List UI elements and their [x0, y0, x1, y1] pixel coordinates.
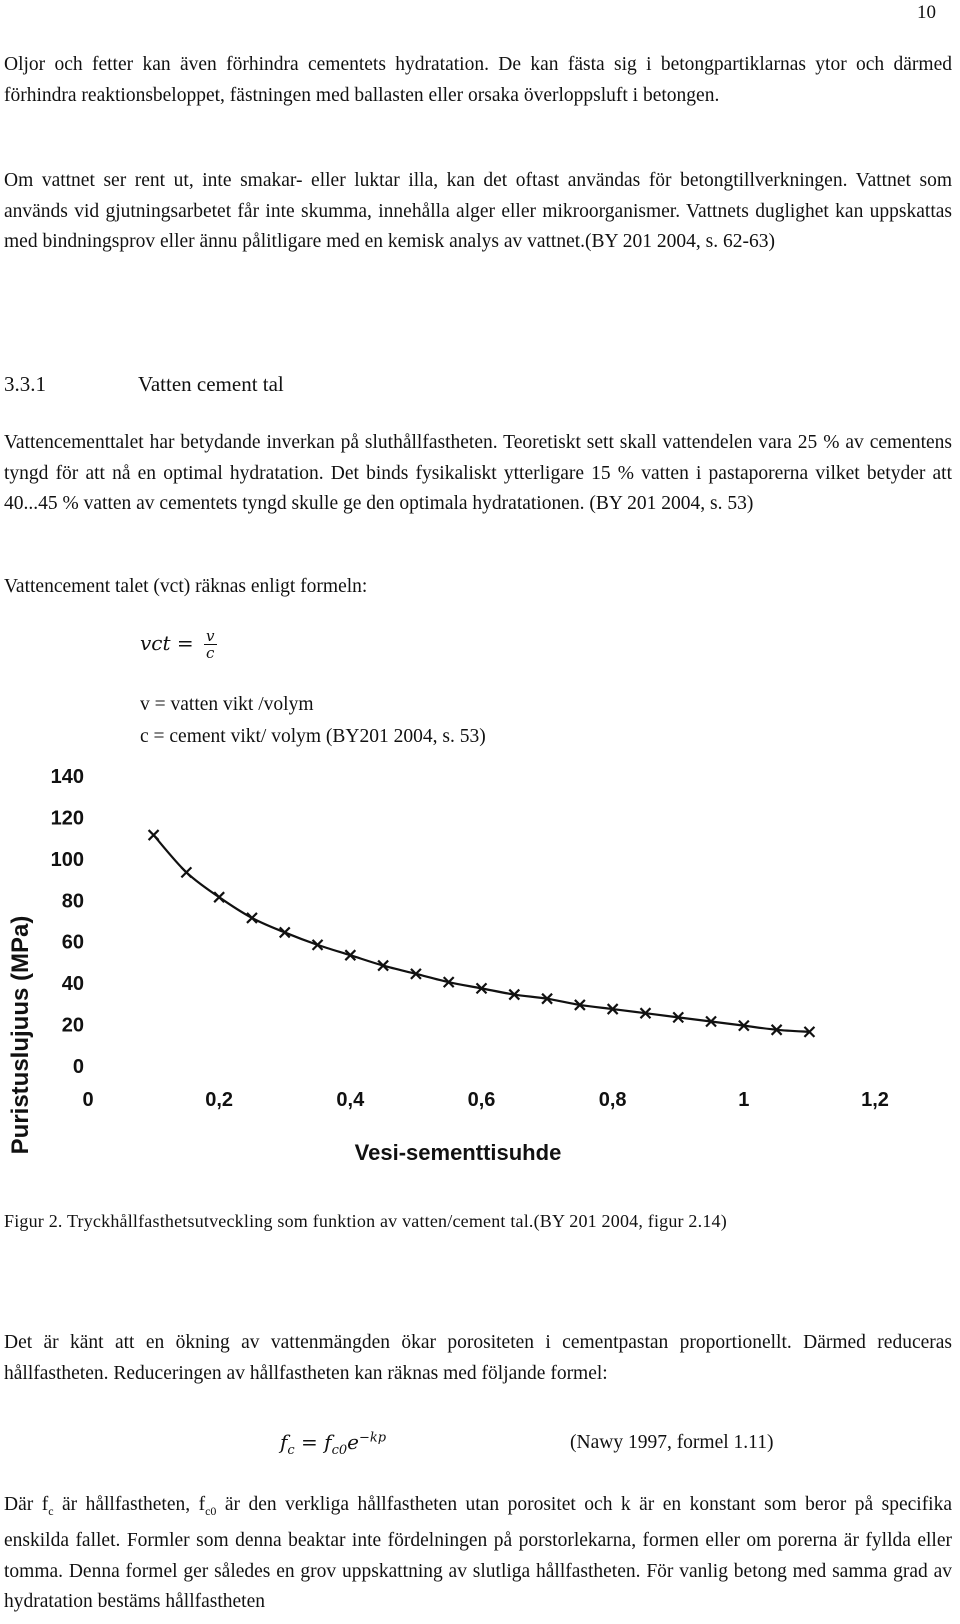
x-tick-label: 0: [82, 1089, 94, 1111]
section-number: 3.3.1: [4, 372, 46, 396]
x-tick-label: 0,2: [205, 1089, 234, 1111]
y-tick-label: 60: [61, 931, 84, 954]
paragraph-vct-formula-intro: Vattencement talet (vct) räknas enligt formeln:: [4, 576, 368, 597]
p6-sub-c: c: [48, 1503, 54, 1518]
data-marker: [313, 940, 323, 950]
y-axis-label: Puristuslujuus (MPa): [7, 915, 34, 1155]
p6-part-c: är hållfastheten, f: [53, 1494, 206, 1515]
x-tick-label: 0,6: [467, 1089, 496, 1111]
x-tick-label: 0,4: [336, 1089, 365, 1111]
p6-sub-c0: c0: [205, 1503, 217, 1518]
y-tick-label: 120: [50, 807, 84, 830]
paragraph-oils: Oljor och fetter kan även förhindra cementets hydratation. De kan fästa sig i betongpartiklarnas ytor och därmed förhindra reaktionsbeloppet, fästningen med ballasten eller orsaka överloppsluft i betongen.: [4, 54, 952, 106]
definition-v: v = vatten vikt /volym: [140, 694, 314, 715]
vct-numerator: v: [206, 627, 215, 645]
formula2-e: e: [347, 1430, 359, 1454]
y-tick-label: 80: [61, 890, 84, 913]
paragraph-vct-influence: Vattencementtalet har betydande inverkan på sluthållfastheten. Teoretiskt sett skall vattendelen vara 25 % av cementens tyngd för att nå en optimal hydratation. Det binds fysikaliskt ytterligare 15 % vatten i pastaporerna vilket betyder att 40...45 % vatten av cementets tyngd skulle ge den optimala hydratationen. (BY 201 2004, s. 53): [4, 432, 952, 514]
p6-part-e: är den verkliga hållfastheten utan porositet och k är en konstant som beror på specifika enskilda fallet. Formler som denna beaktar inte fördelningen på porstorlekarna, formen eller om porerna är fyllda eller tomma. Denna formel ger således en grov uppskattning av slutliga hållfastheten. För vanlig betong med samma grad av hydratation bestäms hållfastheten: [4, 1494, 953, 1613]
y-axis-label-group: [7, 916, 34, 1155]
formula2-f: f: [280, 1430, 288, 1454]
vct-denominator: c: [206, 644, 215, 662]
data-marker: [247, 913, 257, 923]
y-tick-label: 0: [72, 1056, 84, 1078]
section-title: Vatten cement tal: [138, 372, 284, 396]
strength-formula: [280, 1430, 386, 1458]
vct-fraction: [204, 628, 216, 661]
y-tick-labels: [51, 766, 84, 1078]
page-number: 10: [917, 2, 936, 23]
vct-formula: [140, 628, 217, 661]
strength-curve: [154, 835, 810, 1032]
formula2-exponent: −kp: [358, 1430, 387, 1446]
x-axis-label: Vesi-sementtisuhde: [354, 1140, 562, 1165]
formula2-sub-c: c: [287, 1443, 295, 1458]
figure-caption: Figur 2. Tryckhållfasthetsutveckling som funktion av vatten/cement tal.(BY 201 2004, figur 2.14): [4, 1211, 727, 1231]
x-tick-labels: [82, 1089, 888, 1111]
paragraph-water-quality: Om vattnet ser rent ut, inte smakar- eller luktar illa, kan det oftast användas för betongtillverkningen. Vattnet som används vid gjutningsarbetet får inte skumma, innehålla alger eller mikroorganismer. Vattnets duglighet kan uppskattas med bindningsprov eller ännu pålitligare med en kemisk analys av vattnet.(BY 201 2004, s. 62-63): [4, 170, 952, 252]
data-marker: [280, 927, 290, 937]
section-heading: [4, 372, 284, 397]
data-markers: [149, 830, 815, 1037]
y-tick-label: 40: [61, 973, 84, 996]
p6-part-a: Där f: [4, 1494, 49, 1515]
formula2-eq: = f: [294, 1430, 332, 1454]
x-tick-label: 1,2: [861, 1089, 889, 1111]
data-marker: [214, 892, 224, 902]
paragraph-formula-explanation: [4, 1490, 952, 1618]
y-tick-label: 100: [50, 848, 84, 871]
data-marker: [181, 867, 191, 877]
formula2-sub-c0: c0: [331, 1443, 348, 1458]
y-tick-label: 20: [61, 1014, 84, 1037]
formula-reference: (Nawy 1997, formel 1.11): [570, 1432, 774, 1453]
x-tick-label: 1: [738, 1089, 750, 1111]
data-marker: [149, 830, 159, 840]
y-tick-label: 140: [50, 766, 84, 788]
strength-chart: [0, 766, 940, 1200]
x-tick-label: 0,8: [598, 1089, 627, 1111]
paragraph-porosity: Det är känt att en ökning av vattenmängden ökar porositeten i cementpastan proportionellt. Därmed reduceras hållfastheten. Reduceringen av hållfastheten kan räknas med följande formel:: [4, 1332, 952, 1384]
vct-formula-lhs: vct =: [140, 631, 194, 655]
definition-c: c = cement vikt/ volym (BY201 2004, s. 53): [140, 726, 486, 747]
